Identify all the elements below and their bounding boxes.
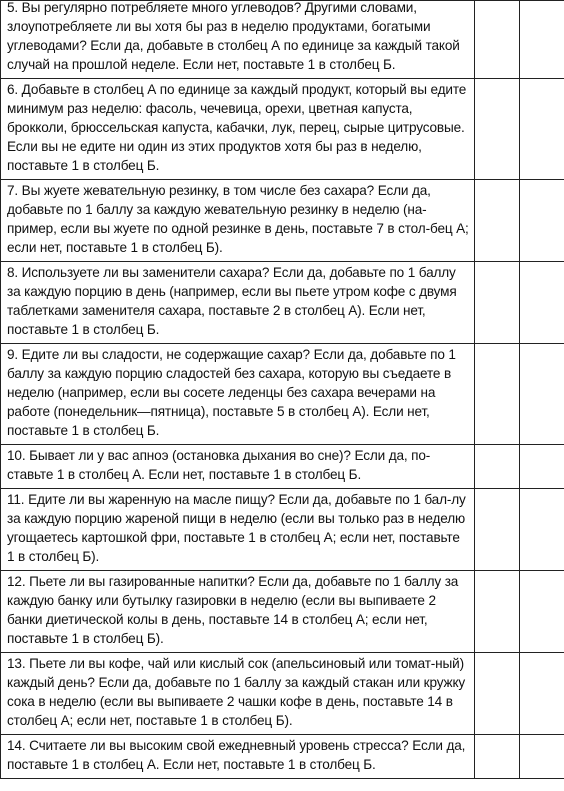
question-cell xyxy=(1,571,475,653)
answer-cell-a[interactable] xyxy=(475,79,520,180)
answer-cell-a[interactable] xyxy=(475,653,520,735)
answer-cell-a[interactable] xyxy=(475,180,520,262)
question-row-11 xyxy=(1,489,564,571)
answer-cell-b[interactable] xyxy=(520,489,564,571)
question-text-7: 7. Вы жуете жевательную резинку, в том числе без сахара? Если да, добавьте по 1 баллу за каждую жевательную резинку в неделю (на-пример, если вы жуете по одной резинке в день, поставьте 7 в стол-бец А; если нет, поставьте 1 в столбец Б). xyxy=(7,183,469,255)
answer-cell-a[interactable] xyxy=(475,489,520,571)
question-row-12 xyxy=(1,571,564,653)
question-row-6 xyxy=(1,79,564,180)
question-row-10 xyxy=(1,445,564,489)
question-row-14 xyxy=(1,735,564,779)
question-cell xyxy=(1,344,475,445)
answer-cell-a[interactable] xyxy=(475,735,520,779)
question-cell xyxy=(1,1,475,79)
answer-cell-a[interactable] xyxy=(475,344,520,445)
answer-cell-b[interactable] xyxy=(520,262,564,344)
answer-cell-a[interactable] xyxy=(475,1,520,79)
question-text-5: 5. Вы регулярно потребляете много углеводов? Другими словами, злоупотребляете ли вы хотя бы раз в неделю продуктами, богатыми углеводами? Если да, добавьте в столбец А по единице за каждый такой случай на прошлой неделе. Если нет, поставьте 1 в столбец Б. xyxy=(7,0,460,72)
question-cell xyxy=(1,262,475,344)
question-row-9 xyxy=(1,344,564,445)
question-text-12: 12. Пьете ли вы газированные напитки? Если да, добавьте по 1 баллу за каждую банку или бутылку газировки в неделю (если вы выпиваете 2 банки диетической колы в день, поставьте 14 в столбец А; если нет, поставьте 1 в столбец Б). xyxy=(7,574,459,646)
question-text-10: 10. Бывает ли у вас апноэ (остановка дыхания во сне)? Если да, по-ставьте 1 в столбец А. Если нет, поставьте 1 в столбец Б. xyxy=(7,448,431,482)
answer-cell-b[interactable] xyxy=(520,1,564,79)
question-text-13: 13. Пьете ли вы кофе, чай или кислый сок (апельсиновый или томат-ный) каждый день? Если да, добавьте по 1 баллу за каждый стакан или кружку сока в неделю (если вы выпиваете 2 чашки кофе в день, поставьте 14 в столбец А; если нет, поставьте 1 в столбец Б). xyxy=(7,656,466,728)
question-text-14: 14. Считаете ли вы высоким свой ежедневный уровень стресса? Если да, поставьте 1 в столбец А. Если нет, поставьте 1 в столбец Б. xyxy=(7,738,466,772)
answer-cell-b[interactable] xyxy=(520,571,564,653)
question-text-11: 11. Едите ли вы жаренную на масле пищу? Если да, добавьте по 1 бал-лу за каждую порцию жареной пищи в неделю (если вы только раз в неделю угощаетесь картошкой фри, поставьте 1 в столбец А; если нет, поставьте 1 в столбец Б). xyxy=(7,492,466,564)
answer-cell-b[interactable] xyxy=(520,445,564,489)
question-row-7 xyxy=(1,180,564,262)
answer-cell-b[interactable] xyxy=(520,180,564,262)
answer-cell-b[interactable] xyxy=(520,344,564,445)
question-text-9: 9. Едите ли вы сладости, не содержащие сахар? Если да, добавьте по 1 баллу за каждую порцию сладостей без сахара, которую вы съедаете в неделю (например, если вы сосете леденцы без сахара вечерами на работе (понедельник—пятница), поставьте 5 в столбец А). Если нет, поставьте 1 в столбец Б. xyxy=(7,347,456,438)
answer-cell-a[interactable] xyxy=(475,262,520,344)
question-row-8 xyxy=(1,262,564,344)
question-text-6: 6. Добавьте в столбец А по единице за каждый продукт, который вы едите минимум раз неделю: фасоль, чечевица, орехи, цветная капуста, брокколи, брюссельская капуста, кабачки, лук, перец, сырые цитрусовые. Если вы не едите ни один из этих продуктов хотя бы раз в неделю, поставьте 1 в столбец Б. xyxy=(7,82,467,173)
question-row-13 xyxy=(1,653,564,735)
question-cell xyxy=(1,489,475,571)
question-text-8: 8. Используете ли вы заменители сахара? Если да, добавьте по 1 баллу за каждую порцию в день (например, если вы пьете утром кофе с двумя таблетками заменителя сахара, поставьте 2 в столбец А). Если нет, поставьте 1 в столбец Б. xyxy=(7,265,457,337)
answer-cell-a[interactable] xyxy=(475,445,520,489)
questionnaire-table-body xyxy=(1,1,564,779)
answer-cell-a[interactable] xyxy=(475,571,520,653)
answer-cell-b[interactable] xyxy=(520,79,564,180)
answer-cell-b[interactable] xyxy=(520,653,564,735)
question-cell xyxy=(1,79,475,180)
question-cell xyxy=(1,735,475,779)
answer-cell-b[interactable] xyxy=(520,735,564,779)
question-cell xyxy=(1,653,475,735)
question-cell xyxy=(1,180,475,262)
question-row-5 xyxy=(1,1,564,79)
question-cell xyxy=(1,445,475,489)
